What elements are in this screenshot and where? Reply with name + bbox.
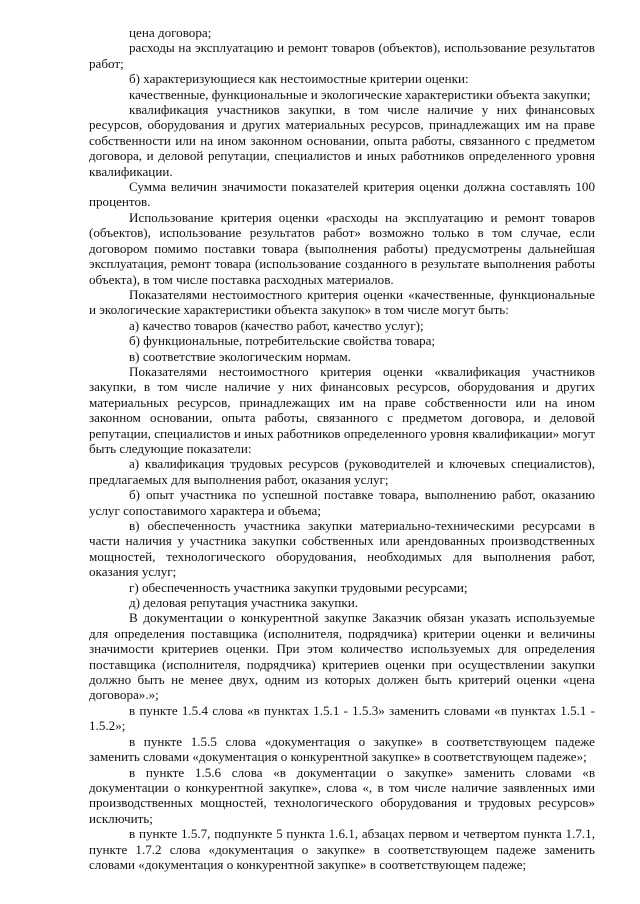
paragraph: качественные, функциональные и экологические характеристики объекта закупки;	[129, 86, 591, 102]
paragraph: В документации о конкурентной закупке Заказчик обязан указать используемые для определения поставщика (исполнителя, подрядчика) критерии оценки и величины значимости критериев оценки. При этом количество используемых для определения поставщика (исполнителя, подрядчика) критериев оценки при осуществлении закупки должно быть не менее двух, одним из которых должен быть критерий оценки «цена договора».»;	[89, 610, 595, 703]
document-page	[89, 25, 595, 872]
paragraph: а) квалификация трудовых ресурсов (руководителей и ключевых специалистов), предлагаемых для выполнения работ, оказания услуг;	[89, 456, 595, 487]
paragraph: Показателями нестоимостного критерия оценки «качественные, функциональные и экологические характеристики объекта закупок» в том числе могут быть:	[89, 286, 595, 318]
paragraph: б) функциональные, потребительские свойства товара;	[129, 333, 436, 349]
paragraph: д) деловая репутация участника закупки.	[129, 595, 358, 611]
paragraph: а) качество товаров (качество работ, качество услуг);	[129, 317, 424, 333]
paragraph: в пункте 1.5.6 слова «в документации о закупке» заменить словами «в документации о конкурентной закупке», слова «, в том числе наличие заявленных ими производственных мощностей, технологического оборудования и трудовых ресурсов» исключить;	[89, 764, 595, 826]
paragraph: в пункте 1.5.7, подпункте 5 пункта 1.6.1, абзацах первом и четвертом пункта 1.7.1, пункте 1.7.2 слова «документация о закупке» в соответствующем падеже заменить словами «документация о конкурентной закупке» в соответствующем падеже;	[89, 826, 595, 872]
paragraph: в пункте 1.5.5 слова «документация о закупке» в соответствующем падеже заменить словами «документация о конкурентной закупке» в соответствующем падеже»;	[89, 733, 595, 765]
paragraph: г) обеспеченность участника закупки трудовыми ресурсами;	[129, 579, 468, 595]
paragraph: б) характеризующиеся как нестоимостные критерии оценки:	[129, 71, 469, 87]
paragraph: в) соответствие экологическим нормам.	[129, 348, 351, 364]
paragraph: Показателями нестоимостного критерия оценки «квалификация участников закупки, в том числе наличие у них финансовых ресурсов, оборудования и других материальных ресурсов, принадлежащих им на праве собственности или на ином законном основании, опыта работы, связанного с предметом договора, и деловой репутации, специалистов и иных работников определенного уровня квалификации» могут быть следующие показатели:	[89, 363, 595, 456]
paragraph: в пункте 1.5.4 слова «в пунктах 1.5.1 - 1.5.3» заменить словами «в пунктах 1.5.1 - 1.5.2»;	[89, 702, 595, 734]
paragraph: расходы на эксплуатацию и ремонт товаров (объектов), использование результатов работ;	[89, 40, 595, 71]
paragraph: Сумма величин значимости показателей критерия оценки должна составлять 100 процентов.	[89, 179, 595, 210]
paragraph: Использование критерия оценки «расходы на эксплуатацию и ремонт товаров (объектов), использование результатов работ» возможно только в том случае, если договором помимо поставки товара (выполнения работы) предусмотрены дальнейшая эксплуатация, ремонт товара (использование созданного в результате выполнения работы объекта), в том числе поставка расходных материалов.	[89, 209, 595, 287]
paragraph: б) опыт участника по успешной поставке товара, выполнению работ, оказанию услуг сопоставимого характера и объема;	[89, 487, 595, 518]
paragraph: в) обеспеченность участника закупки материально-техническими ресурсами в части наличия у участника закупки собственных или арендованных производственных мощностей, технологического оборудования, необходимых для выполнения работ, оказания услуг;	[89, 518, 595, 580]
paragraph: квалификация участников закупки, в том числе наличие у них финансовых ресурсов, оборудования и других материальных ресурсов, принадлежащих им на праве собственности или на ином законном основании, опыта работы, связанного с предметом договора, и деловой репутации, специалистов и иных работников определенного уровня квалификации.	[89, 102, 595, 179]
paragraph: цена договора;	[129, 25, 212, 40]
